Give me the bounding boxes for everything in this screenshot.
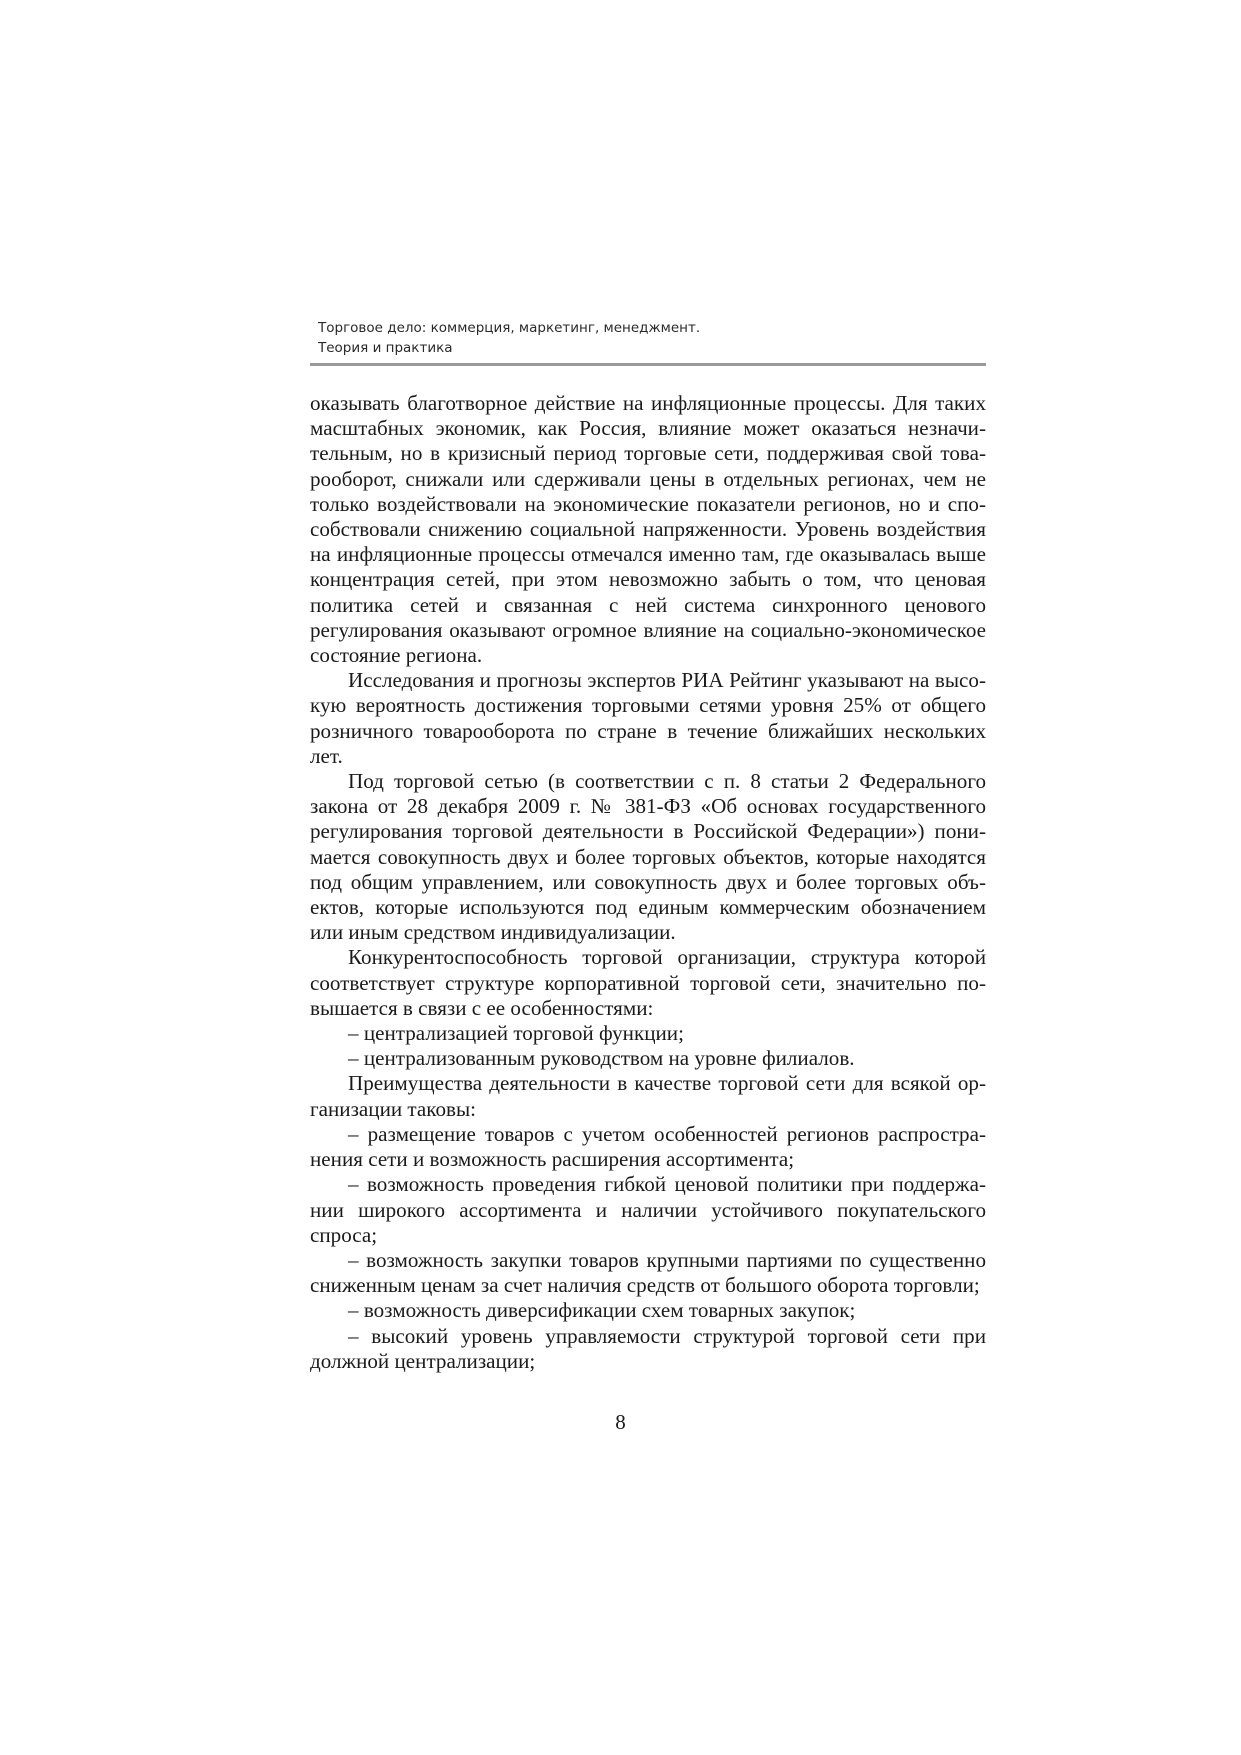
running-header-line-2: Теория и практика [318, 340, 453, 356]
paragraph-continuation: оказывать благотворное действие на инфляционные процессы. Для таких масштабных экономик, как Россия, влияние может оказаться незначительным, но в кризисный период торговые сети, поддерживая свой товарооборот, снижали или сдерживали цены в отдельных регионах, чем не только воздействовали на экономические показатели регионов, но и способствовали снижению социальной напряженности. Уровень воздействия на инфляционные процессы отмечался именно там, где оказывалась выше концентрация сетей, при этом невозможно забыть о том, что ценовая политика сетей и связанная с ней система синхронного ценового регулирования оказывают огромное влияние на социально-экономическое состояние региона. [310, 391, 986, 668]
paragraph-forecast: Исследования и прогнозы экспертов РИА Рейтинг указывают на высокую вероятность достижения торговыми сетями уровня 25% от общего розничного товарооборота по стране в течение ближайших нескольких лет. [310, 668, 986, 768]
paragraph-advantages: Преимущества деятельности в качестве торговой сети для всякой организации таковы: [310, 1071, 986, 1121]
running-header [318, 318, 988, 358]
list-item: – размещение товаров с учетом особенностей регионов распространения сети и возможность расширения ассортимента; [310, 1121, 986, 1172]
paragraph-competitiveness: Конкурентоспособность торговой организации, структура которой соответствует структуре корпоративной торговой сети, значительно повышается в связи с ее особенностями: [310, 945, 986, 1020]
main-text [310, 391, 986, 1374]
list-item: – возможность закупки товаров крупными партиями по существенно сниженным ценам за счет наличия средств от большого оборота торговли; [310, 1247, 986, 1298]
list-item: – централизованным руководством на уровне филиалов. [348, 1046, 855, 1071]
list-item: – централизацией торговой функции; [348, 1021, 684, 1046]
page-number: 8 [615, 1410, 626, 1434]
paragraph-definition: Под торговой сетью (в соответствии с п. 8 статьи 2 Федерального закона от 28 декабря 2009 г. № 381-ФЗ «Об основах государственного регулирования торговой деятельности в Российской Федерации») понимается совокупность двух и более торговых объектов, которые находятся под общим управлением, или совокупность двух и более торговых объектов, которые используются под единым коммерческим обозначением или иным средством индивидуализации. [310, 769, 986, 945]
list-item: – высокий уровень управляемости структурой торговой сети при должной централизации; [310, 1323, 986, 1373]
list-item: – возможность диверсификации схем товарных закупок; [348, 1298, 856, 1323]
list-item: – возможность проведения гибкой ценовой политики при поддержании широкого ассортимента и наличии устойчивого покупательского спроса; [310, 1172, 986, 1247]
header-divider [310, 363, 986, 366]
running-header-line-1: Торговое дело: коммерция, маркетинг, менеджмент. [318, 320, 701, 336]
